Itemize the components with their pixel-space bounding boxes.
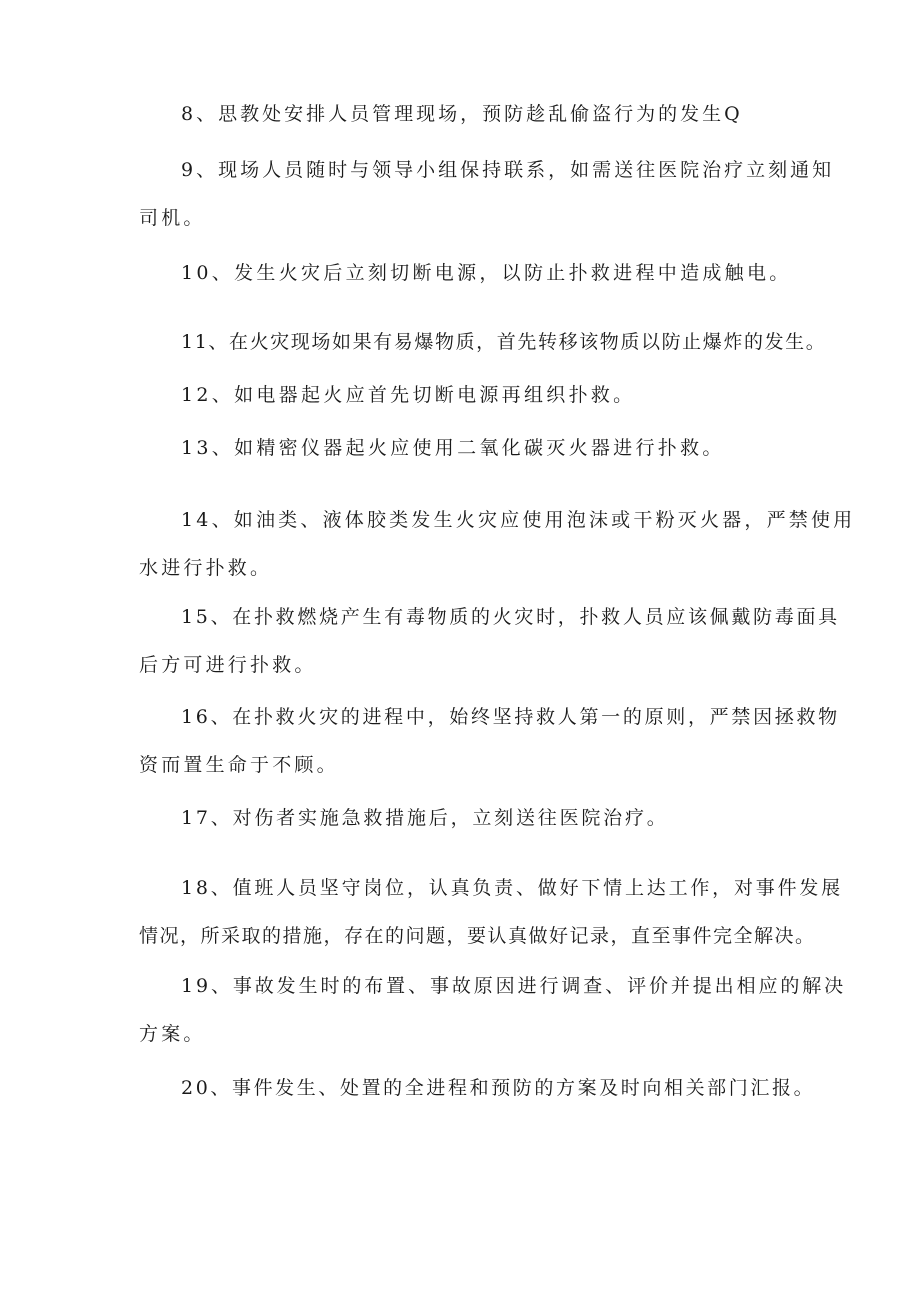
paragraph-11-line-1: 11、在火灾现场如果有易爆物质，首先转移该物质以防止爆炸的发生。 xyxy=(181,331,827,353)
paragraph-18-line-2: 情况，所采取的措施，存在的问题，要认真做好记录，直至事件完全解决。 xyxy=(139,925,816,947)
paragraph-19-line-1: 19、事故发生时的布置、事故原因进行调查、评价并提出相应的解决 xyxy=(181,975,847,997)
paragraph-8-line-1: 8、思教处安排人员管理现场，预防趁乱偷盗行为的发生Q xyxy=(181,103,743,125)
paragraph-18-line-1: 18、值班人员坚守岗位，认真负责、做好下情上达工作，对事件发展 xyxy=(181,877,843,899)
paragraph-12-line-1: 12、如电器起火应首先切断电源再组织扑救。 xyxy=(181,384,636,406)
paragraph-13-line-1: 13、如精密仪器起火应使用二氧化碳灭火器进行扑救。 xyxy=(181,437,725,459)
paragraph-17-line-1: 17、对伤者实施急救措施后，立刻送往医院治疗。 xyxy=(181,807,669,829)
paragraph-9-line-2: 司机。 xyxy=(139,207,206,229)
paragraph-15-line-2: 后方可进行扑救。 xyxy=(139,654,317,676)
paragraph-16-line-1: 16、在扑救火灾的进程中，始终坚持救人第一的原则，严禁因拯救物 xyxy=(181,706,840,728)
paragraph-9-line-1: 9、现场人员随时与领导小组保持联系，如需送往医院治疗立刻通知 xyxy=(181,159,835,181)
paragraph-20-line-1: 20、事件发生、处置的全进程和预防的方案及时向相关部门汇报。 xyxy=(181,1077,816,1099)
paragraph-16-line-2: 资而置生命于不顾。 xyxy=(139,754,339,776)
paragraph-19-line-2: 方案。 xyxy=(139,1023,206,1045)
paragraph-10-line-1: 10、发生火灾后立刻切断电源，以防止扑救进程中造成触电。 xyxy=(181,262,792,284)
paragraph-15-line-1: 15、在扑救燃烧产生有毒物质的火灾时，扑救人员应该佩戴防毒面具 xyxy=(181,606,840,628)
paragraph-14-line-2: 水进行扑救。 xyxy=(139,557,273,579)
paragraph-14-line-1: 14、如油类、液体胶类发生火灾应使用泡沫或干粉灭火器，严禁使用 xyxy=(181,509,856,531)
